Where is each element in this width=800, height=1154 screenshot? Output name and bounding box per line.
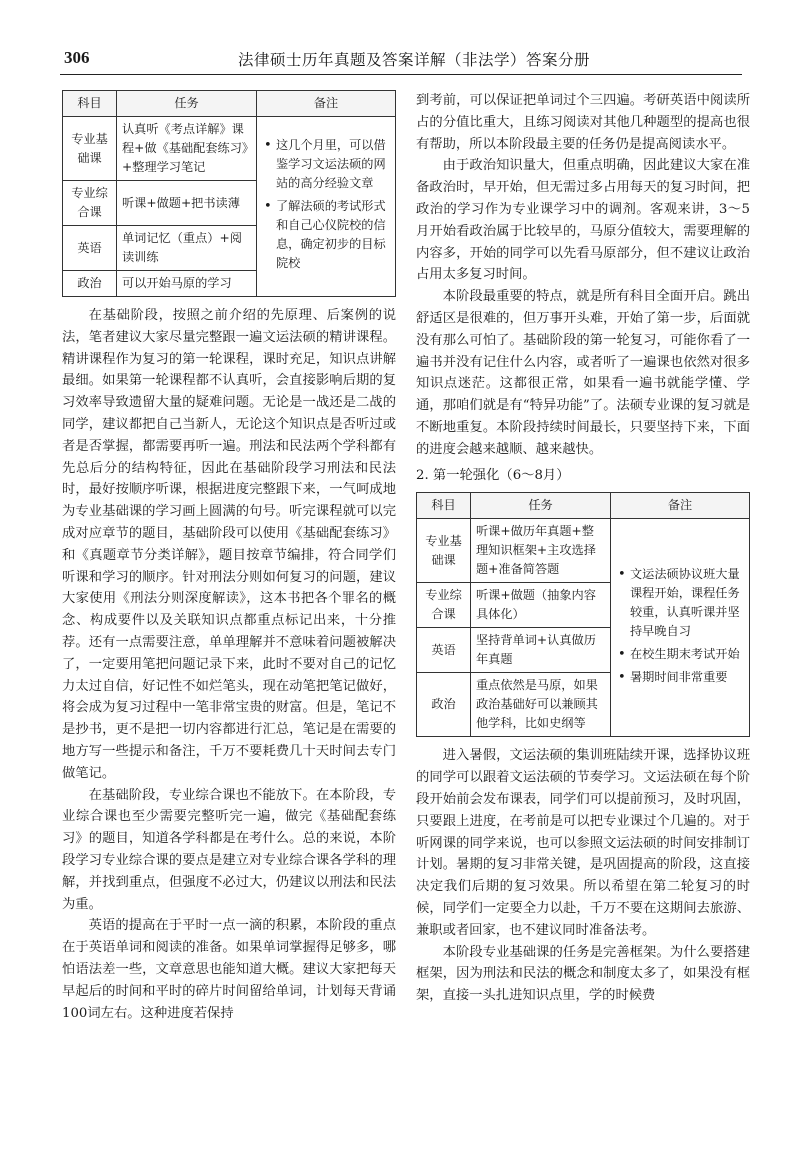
body-paragraph: 英语的提高在于平时一点一滴的积累，本阶段的重点在于英语单词和阅读的准备。如果单词掌握得足够多，哪怕语法差一些，文章意思也能知道大概。建议大家把每天早起后的时间和平时的碎片时间留给单词，计划每天背诵100词左右。这种进度若保持 (62, 918, 396, 1021)
task-cell: 坚持背单词+认真做历年真题 (471, 628, 611, 673)
notes-cell (611, 519, 750, 737)
subject-cell: 专业基础课 (417, 519, 471, 583)
header-rule (60, 74, 742, 75)
page-number: 306 (64, 48, 90, 67)
subject-cell: 英语 (417, 628, 471, 673)
task-cell: 认真听《考点详解》课程+做《基础配套练习》+整理学习笔记 (117, 117, 257, 181)
header-subject: 科目 (63, 91, 117, 117)
body-paragraph: 进入暑假，文运法硕的集训班陆续开课，选择协议班的同学可以跟着文运法硕的节奏学习。文运法硕在每个阶段开始前会发布课表，同学们可以提前预习，及时巩固，只要跟上进度，在考前是可以把专业课过个几遍的。对于听网课的同学来说，也可以参照文运法硕的时间安排制订计划。暑期的复习非常关键，是巩固提高的阶段，这直接决定我们后期的复习效果。所以希望在第二轮复习的时候，同学们一定要全力以赴，千万不要在这期间去旅游、兼职或者回家，也不建议同时准备法考。 (416, 748, 750, 938)
note-item: • 这几个月里，可以借鉴学习文运法硕的网站的高分经验文章 (262, 136, 390, 193)
task-cell: 听课+做题+把书读薄 (117, 181, 257, 226)
body-paragraph: 在基础阶段，按照之前介绍的先原理、后案例的说法，笔者建议大家尽量完整跟一遍文运法硕的精讲课程。精讲课程作为复习的第一轮课程，课时充足，知识点讲解最细。如果第一轮课程都不认真听，会直接影响后期的复习效率导致遗留大量的疑难问题。无论是一战还是二战的同学，建议都把自己当新人，无论这个知识点是否听过或者是否掌握，都需要再听一遍。刑法和民法两个学科都有先总后分的结构特征，因此在基础阶段学习刑法和民法时，最好按顺序听课，根据进度完整跟下来，一气呵成地为专业基础课的学习画上圆满的句号。听完课程就可以完成对应章节的题目，基础阶段可以使用《基础配套练习》和《真题章节分类详解》，题目按章节编排，符合同学们听课和学习的顺序。针对刑法分则如何复习的问题，建议大家使用《刑法分则深度解读》，这本书把各个罪名的概念、构成要件以及关联知识点都重点标记出来，十分推荐。还有一点需要注意，单单理解并不意味着问题被解决了，一定要用笔把问题记录下来，此时不要对自己的记忆力太过自信，好记性不如烂笔头，现在动笔把笔记做好，将会成为复习过程中一笔非常宝贵的财富。但是，笔记不是抄书，更不是把一切内容都进行汇总，笔记是在需要的地方写一些提示和备注，千万不要耗费几十天时间去专门做笔记。 (62, 308, 396, 781)
header-subject: 科目 (417, 493, 471, 519)
task-cell: 可以开始马原的学习 (117, 271, 257, 297)
task-cell: 重点依然是马原，如果政治基础好可以兼顾其他学科，比如史纲等 (471, 673, 611, 737)
task-cell: 单词记忆（重点）+阅读训练 (117, 226, 257, 271)
table-row (63, 117, 396, 181)
table-header-row (63, 91, 396, 117)
note-item: • 在校生期末考试开始 (616, 645, 744, 664)
subject-cell: 专业综合课 (417, 583, 471, 628)
body-paragraph: 由于政治知识量大，但重点明确，因此建议大家在准备政治时，早开始，但无需过多占用每天的复习时间，把政治的学习作为专业课学习中的调剂。客观来讲，3～5月开始看政治属于比较早的，马原分值较大，需要理解的内容多，开始的同学可以先看马原部分，但不建议让政治占用太多复习时间。 (416, 158, 750, 283)
section-heading: 2. 第一轮强化（6～8月） (416, 467, 570, 483)
body-paragraph: 本阶段专业基础课的任务是完善框架。为什么要搭建框架，因为刑法和民法的概念和制度太多了，如果没有框架，直接一头扎进知识点里，学的时候费 (416, 944, 750, 1004)
study-plan-table-2 (416, 492, 750, 737)
note-item: • 暑期时间非常重要 (616, 668, 744, 687)
table-row (417, 519, 750, 583)
header-task: 任务 (117, 91, 257, 117)
subject-cell: 专业综合课 (63, 181, 117, 226)
header-notes: 备注 (257, 91, 396, 117)
header-notes: 备注 (611, 493, 750, 519)
subject-cell: 专业基础课 (63, 117, 117, 181)
table-header-row (417, 493, 750, 519)
subject-cell: 政治 (417, 673, 471, 737)
subject-cell: 英语 (63, 226, 117, 271)
body-paragraph: 本阶段最重要的特点，就是所有科目全面开启。跳出舒适区是很难的，但万事开头难，开始了第一步，后面就没有那么可怕了。基础阶段的第一轮复习，可能你看了一遍书并没有记住什么内容，或者听了一遍课也依然对很多知识点迷茫。这都很正常，如果看一遍书就能学懂、学通，那咱们就是有“特异功能”了。法硕专业课的复习就是不断地重复。本阶段持续时间最长，只要坚持下来，下面的进度会越来越顺、越来越快。 (416, 289, 750, 457)
body-paragraph: 在基础阶段，专业综合课也不能放下。在本阶段，专业综合课也至少需要完整听完一遍，做完《基础配套练习》的题目，知道各学科都是在考什么。总的来说，本阶段学习专业综合课的要点是建立对专业综合课各学科的理解，并找到重点，但强度不必过大，仍建议以刑法和民法为重。 (62, 787, 396, 912)
left-column (62, 90, 396, 1024)
body-paragraph: 到考前，可以保证把单词过个三四遍。考研英语中阅读所占的分值比重大，且练习阅读对其他几种题型的提高也很有帮助，所以本阶段最主要的任务仍是提高阅读水平。 (416, 93, 750, 152)
notes-cell (257, 117, 396, 297)
note-item: • 了解法硕的考试形式和自己心仪院校的信息，确定初步的目标院校 (262, 197, 390, 273)
task-cell: 听课+做历年真题+整理知识框架+主攻选择题+准备简答题 (471, 519, 611, 583)
note-item: • 文运法硕协议班大量课程开始，课程任务较重，认真听课并坚持早晚自习 (616, 565, 744, 641)
header-task: 任务 (471, 493, 611, 519)
right-column (416, 90, 750, 1007)
study-plan-table-1 (62, 90, 396, 297)
subject-cell: 政治 (63, 271, 117, 297)
task-cell: 听课+做题（抽象内容具体化） (471, 583, 611, 628)
running-title: 法律硕士历年真题及答案详解（非法学）答案分册 (238, 51, 591, 69)
